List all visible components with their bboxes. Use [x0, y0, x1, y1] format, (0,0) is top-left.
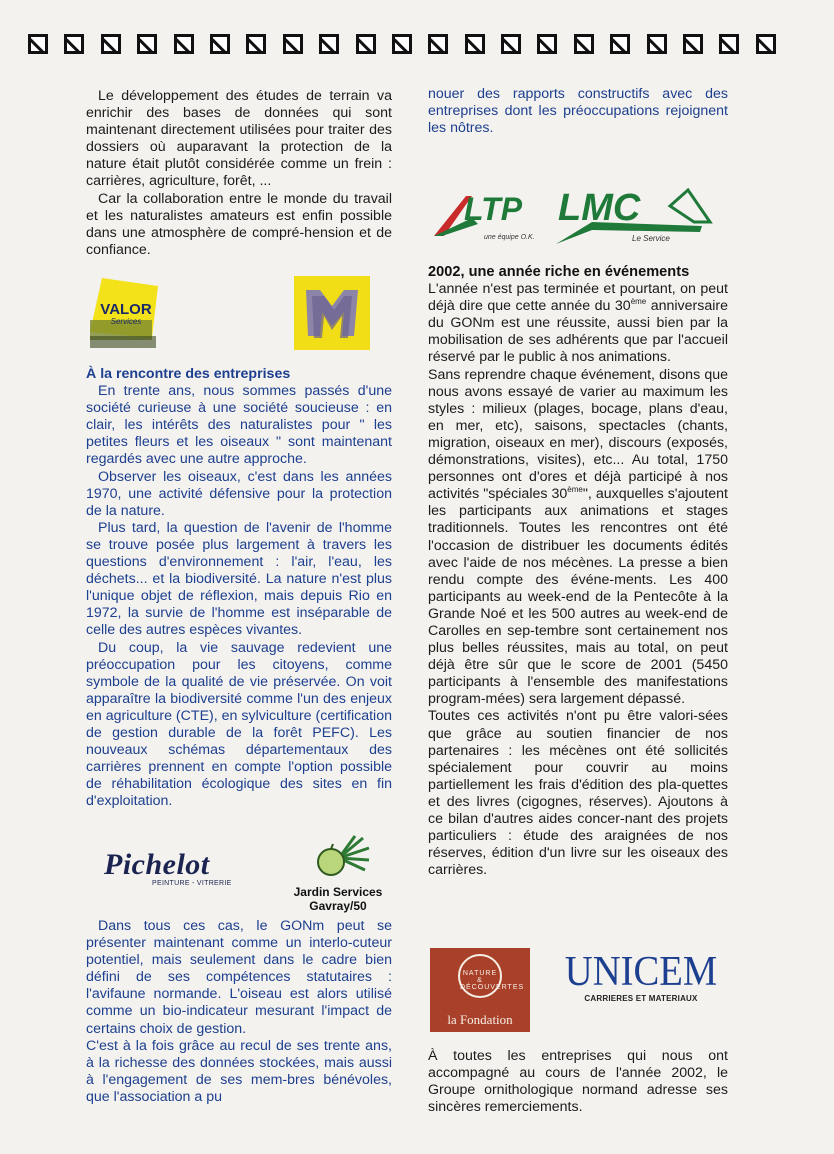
pichelot-logo-tagline: PEINTURE - VITRERIE [152, 880, 232, 887]
decorative-squares-band [28, 34, 776, 58]
intro-text-block [86, 88, 392, 259]
decorative-square-icon [174, 34, 194, 54]
lmc-logo [552, 186, 714, 248]
jardin-services-logo [282, 834, 394, 914]
year-2002-paragraph: Toutes ces activités n'ont pu être valori-sées que grâce au soutien financier de nos partenaires : les mécènes ont été sollicités spécialement pour couvrir au moins partiellement les frais d'édition des pla-quettes et des livres (cigognes, réserves). Ajoutons à ce bilan d'autres aides concer-nant des projets particuliers : étude des araignées de nos réserves, édition d'un livre sur les oiseaux des carrières. [428, 708, 728, 879]
apple-leaf-icon [303, 834, 373, 880]
superscript: ème [567, 485, 583, 495]
valor-services-logo [88, 276, 160, 350]
lmc-logo-tagline: Le Service [632, 234, 670, 243]
ltp-logo-text: LTP [464, 191, 523, 227]
decorative-square-icon [428, 34, 448, 54]
decorative-square-icon [137, 34, 157, 54]
section-paragraph: Plus tard, la question de l'avenir de l'homme se trouve posée plus largement à travers les questions d'environnement : l'air, l'eau, les déchets... et la biodiversité. La nature n'est plus l'unique objet de réflexion, mais depuis Rio en 1972, la survie de l'homme est inséparable de celle des autres espèces vivantes. [86, 519, 392, 639]
section-paragraph: Du coup, la vie sauvage redevient une préoccupation pour les citoyens, comme symbole de la qualité de vie préservée. On voit apparaître la biodiversité comme l'un des enjeux en agriculture (CTE), en sylviculture (certification de gestion durable de la forêt PEFC). Les nouveaux schémas départementaux des carrières prennent en compte l'option possible de réhabilitation écologique des sites en fin d'exploitation. [86, 639, 392, 810]
decorative-square-icon [64, 34, 84, 54]
valor-logo-subtext: Services [110, 317, 142, 326]
year-2002-heading: 2002, une année riche en événements [428, 264, 690, 280]
unicem-logo [558, 950, 724, 1014]
pichelot-logo-text: Pichelot [104, 848, 210, 881]
section-heading: À la rencontre des entreprises [86, 366, 291, 382]
intro-paragraph: Car la collaboration entre le monde du travail et les naturalistes amateurs est enfin possible dans une atmosphère de compré-hension et de confiance. [86, 190, 392, 258]
section-paragraph: En trente ans, nous sommes passés d'une société curieuse à une société soucieuse : en clair, les intérêts des naturalistes pour " les petites fleurs et les oiseaux " sont maintenant regardés avec une autre approche. [86, 383, 392, 468]
paragraph-text: Sans reprendre chaque événement, disons que nous avons essayé de varier au maximum les styles : milieux (plages, bocage, plans d'eau, en mer, etc), saisons, spectacles (chants, migration, oiseaux en mer), discours (exposés, démonstrations, visites), etc... Au total, 1750 personnes ont d'ores et déjà participé à nos activités "spéciales 30 [428, 366, 728, 503]
ltp-logo-tagline: une équipe O.K. [484, 234, 535, 241]
unicem-logo-text: UNICEM [564, 949, 718, 995]
lmc-logo-text: LMC [558, 187, 641, 229]
decorative-square-icon [319, 34, 339, 54]
year-2002-paragraph [428, 281, 728, 366]
decorative-square-icon [537, 34, 557, 54]
jardin-logo-name: Jardin Services [293, 885, 383, 899]
year-2002-block [428, 264, 728, 879]
decorative-square-icon [283, 34, 303, 54]
fondation-label: la Fondation [447, 1012, 513, 1027]
decorative-square-icon [501, 34, 521, 54]
pichelot-logo [104, 850, 244, 898]
year-2002-paragraph [428, 367, 728, 709]
gonm-paragraph: C'est à la fois grâce au recul de ses trente ans, à la richesse des données stockées, mais aussi à l'engagement de ses mem-bres bénévoles, que l'association a pu [86, 1037, 392, 1105]
decorative-square-icon [465, 34, 485, 54]
ltp-logo [432, 190, 544, 248]
decorative-square-icon [356, 34, 376, 54]
gonm-text-block [86, 918, 392, 1106]
intro-paragraph: Le développement des études de terrain va enrichir des bases de données qui sont maintenant directement utilisées pour traiter des dossiers où auparavant la protection de la nature était plutôt considérée comme un frein : carrières, agriculture, forêt, ... [86, 88, 392, 190]
section-paragraph: Observer les oiseaux, c'est dans les années 1970, une activité défensive pour la protection de la nature. [86, 468, 392, 519]
paragraph-text: anniversaire du GONm est une réussite, aussi bien par la mobilisation de ses adhérents que par l'accueil réservé par le public à nos animations. [428, 298, 728, 366]
unicem-logo-tagline: CARRIERES ET MATERIAUX [584, 994, 698, 1003]
valor-logo-text: VALOR [100, 301, 152, 318]
section-rencontre-block [86, 366, 392, 810]
decorative-square-icon [683, 34, 703, 54]
decorative-square-icon [719, 34, 739, 54]
continuation-paragraph: nouer des rapports constructifs avec des entreprises dont les préoccupations rejoignent les nôtres. [428, 86, 728, 137]
fondation-nature-decouvertes-logo [430, 948, 530, 1032]
decorative-square-icon [246, 34, 266, 54]
decorative-square-icon [210, 34, 230, 54]
jardin-logo-location: Gavray/50 [309, 899, 367, 913]
decorative-square-icon [610, 34, 630, 54]
decorative-square-icon [392, 34, 412, 54]
superscript: ème [630, 297, 647, 307]
continuation-block [428, 86, 728, 137]
thanks-paragraph: À toutes les entreprises qui nous ont accompagné au cours de l'année 2002, le Groupe ornithologique normand adresse ses sincères remerciements. [428, 1048, 728, 1116]
decorative-square-icon [101, 34, 121, 54]
paragraph-text: ", auxquelles s'ajoutent les participants aux animations et stages traditionnels. Toutes les rencontres ont été l'occasion de distribuer les documents édités avec l'aide de nos mécènes. La presse a bien rendu compte des événe-ments. Les 400 participants au week-end de la Pentecôte à la Grande Noé et les 500 autres au week-end de Carolles en sep-tembre sont certainement nos plus belles réussites, mais au total, on peut déjà être sûr que le score de 2001 (5450 participants à l'ensemble des manifestations program-mées) sera largement dépassé. [428, 486, 728, 708]
decorative-square-icon [574, 34, 594, 54]
nature-seal-icon [458, 954, 525, 998]
decorative-square-icon [28, 34, 48, 54]
thanks-block [428, 1048, 728, 1116]
m-logo [294, 276, 370, 350]
paragraph-text: L'année n'est pas terminée et pourtant, on peut déjà dire que cette année du 30 [428, 281, 728, 315]
seal-text: NATURE & DÉCOUVERTES [460, 970, 525, 991]
decorative-square-icon [756, 34, 776, 54]
gonm-paragraph: Dans tous ces cas, le GONm peut se présenter maintenant comme un interlo-cuteur potentiel, mais seulement dans le cadre bien défini de ses compétences statutaires : l'avifaune normande. L'oiseau est alors utilisé comme un bio-indicateur mesurant l'impact de certains choix de gestion. [86, 918, 392, 1037]
decorative-square-icon [647, 34, 667, 54]
